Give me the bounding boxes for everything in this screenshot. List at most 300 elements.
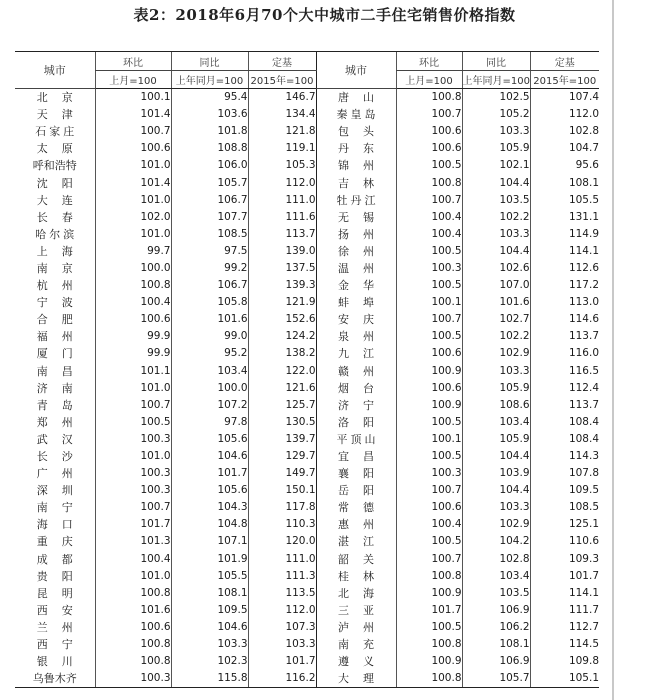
fixed-value-cell: 129.7 xyxy=(248,448,316,465)
fixed-value-cell: 114.9 xyxy=(530,226,599,243)
table-row xyxy=(15,123,599,140)
city-cell: 徐州 xyxy=(316,243,396,260)
city-cell: 武汉 xyxy=(36,432,87,446)
mom-value-cell: 100.8 xyxy=(95,277,171,294)
city-cell: 桂林 xyxy=(316,568,396,585)
fixed-value-cell: 139.0 xyxy=(248,243,316,260)
mom-value-cell: 101.0 xyxy=(95,380,171,397)
table-row xyxy=(15,226,599,243)
fixed-value-cell: 107.4 xyxy=(530,89,599,107)
yoy-value-cell: 102.6 xyxy=(462,260,530,277)
yoy-value-cell: 104.6 xyxy=(171,619,248,636)
fixed-value-cell: 139.3 xyxy=(248,277,316,294)
mom-value-cell: 100.3 xyxy=(396,465,462,482)
fixed-value-cell: 102.8 xyxy=(530,123,599,140)
yoy-value-cell: 105.7 xyxy=(171,174,248,191)
city-cell: 昆明 xyxy=(36,586,87,600)
fixed-value-cell: 114.1 xyxy=(530,585,599,602)
mom-value-cell: 100.7 xyxy=(396,482,462,499)
fixed-value-cell: 95.6 xyxy=(530,157,599,174)
yoy-value-cell: 104.4 xyxy=(462,448,530,465)
mom-value-cell: 100.6 xyxy=(95,311,171,328)
city-cell: 丹东 xyxy=(316,140,396,157)
city-cell: 泉州 xyxy=(316,328,396,345)
table-row xyxy=(15,174,599,191)
fixed-value-cell: 121.9 xyxy=(248,294,316,311)
mom-value-cell: 100.5 xyxy=(396,448,462,465)
yoy-value-cell: 105.5 xyxy=(171,568,248,585)
city-cell: 锦州 xyxy=(316,157,396,174)
mom-value-cell: 100.6 xyxy=(396,345,462,362)
fixed-value-cell: 113.5 xyxy=(248,585,316,602)
table-row xyxy=(15,653,599,670)
city-cell: 唐山 xyxy=(316,89,396,107)
fixed-value-cell: 113.7 xyxy=(248,226,316,243)
fixed-value-cell: 111.0 xyxy=(248,192,316,209)
table-row xyxy=(15,431,599,448)
mom-value-cell: 100.5 xyxy=(396,157,462,174)
city-cell: 厦门 xyxy=(36,347,87,361)
mom-value-cell: 100.8 xyxy=(396,670,462,688)
table-row xyxy=(15,277,599,294)
yoy-header: 同比 xyxy=(171,52,248,71)
table-row xyxy=(15,482,599,499)
table-row xyxy=(15,602,599,619)
mom-value-cell: 100.1 xyxy=(95,89,171,107)
mom-value-cell: 100.6 xyxy=(396,499,462,516)
city-cell: 蚌埠 xyxy=(316,294,396,311)
mom-value-cell: 101.3 xyxy=(95,533,171,550)
yoy-value-cell: 106.9 xyxy=(462,653,530,670)
fixed-value-cell: 104.7 xyxy=(530,140,599,157)
yoy-value-cell: 106.0 xyxy=(171,157,248,174)
table-row xyxy=(15,465,599,482)
city-header: 城市 xyxy=(316,52,396,89)
fixed-value-cell: 121.6 xyxy=(248,380,316,397)
city-cell: 上海 xyxy=(36,244,87,258)
city-cell: 牡丹江 xyxy=(316,192,396,209)
mom-value-cell: 101.7 xyxy=(396,602,462,619)
mom-value-cell: 100.8 xyxy=(396,636,462,653)
fixed-value-cell: 124.2 xyxy=(248,328,316,345)
yoy-value-cell: 108.1 xyxy=(171,585,248,602)
city-cell: 九江 xyxy=(316,345,396,362)
fixed-value-cell: 134.4 xyxy=(248,106,316,123)
mom-value-cell: 100.7 xyxy=(95,123,171,140)
yoy-value-cell: 105.6 xyxy=(171,431,248,448)
mom-value-cell: 100.6 xyxy=(95,619,171,636)
yoy-value-cell: 103.3 xyxy=(462,123,530,140)
table-row xyxy=(15,551,599,568)
city-cell: 石家庄 xyxy=(35,125,78,139)
fixed-value-cell: 121.8 xyxy=(248,123,316,140)
mom-value-cell: 100.8 xyxy=(396,89,462,107)
mom-value-cell: 99.9 xyxy=(95,328,171,345)
table-row xyxy=(15,192,599,209)
mom-value-cell: 100.1 xyxy=(396,294,462,311)
city-cell: 福州 xyxy=(36,330,87,344)
yoy-value-cell: 103.3 xyxy=(171,636,248,653)
mom-value-cell: 100.4 xyxy=(396,226,462,243)
mom-value-cell: 100.7 xyxy=(95,499,171,516)
yoy-value-cell: 101.9 xyxy=(171,551,248,568)
yoy-value-cell: 104.8 xyxy=(171,516,248,533)
fixed-value-cell: 149.7 xyxy=(248,465,316,482)
yoy-value-cell: 101.6 xyxy=(171,311,248,328)
mom-value-cell: 100.8 xyxy=(95,653,171,670)
yoy-value-cell: 105.2 xyxy=(462,106,530,123)
mom-value-cell: 100.7 xyxy=(396,106,462,123)
fixed-base-header: 2015年=100 xyxy=(530,71,599,89)
city-cell: 温州 xyxy=(316,260,396,277)
table-row xyxy=(15,499,599,516)
yoy-header: 同比 xyxy=(462,52,530,71)
mom-value-cell: 101.0 xyxy=(95,568,171,585)
city-cell: 遵义 xyxy=(316,653,396,670)
table-row xyxy=(15,516,599,533)
table-row xyxy=(15,414,599,431)
city-cell: 无锡 xyxy=(316,209,396,226)
fixed-value-cell: 108.5 xyxy=(530,499,599,516)
mom-value-cell: 100.7 xyxy=(396,551,462,568)
city-cell: 太原 xyxy=(36,142,87,156)
fixed-value-cell: 112.6 xyxy=(530,260,599,277)
city-cell: 洛阳 xyxy=(316,414,396,431)
mom-value-cell: 100.5 xyxy=(396,533,462,550)
city-cell: 宁波 xyxy=(36,296,87,310)
city-cell: 南充 xyxy=(316,636,396,653)
table-row xyxy=(15,260,599,277)
mom-value-cell: 100.5 xyxy=(396,414,462,431)
yoy-value-cell: 99.0 xyxy=(171,328,248,345)
city-cell: 呼和浩特 xyxy=(32,159,77,173)
mom-value-cell: 101.4 xyxy=(95,174,171,191)
fixed-value-cell: 146.7 xyxy=(248,89,316,107)
yoy-value-cell: 102.7 xyxy=(462,311,530,328)
fixed-value-cell: 107.3 xyxy=(248,619,316,636)
table-row xyxy=(15,636,599,653)
city-cell: 赣州 xyxy=(316,363,396,380)
fixed-value-cell: 137.5 xyxy=(248,260,316,277)
mom-value-cell: 100.5 xyxy=(396,277,462,294)
mom-value-cell: 100.8 xyxy=(95,585,171,602)
fixed-value-cell: 116.0 xyxy=(530,345,599,362)
fixed-value-cell: 105.1 xyxy=(530,670,599,688)
city-cell: 杭州 xyxy=(36,279,87,293)
yoy-value-cell: 103.4 xyxy=(462,414,530,431)
page-edge-divider xyxy=(612,0,614,700)
yoy-value-cell: 102.8 xyxy=(462,551,530,568)
mom-value-cell: 100.3 xyxy=(95,465,171,482)
yoy-value-cell: 102.9 xyxy=(462,516,530,533)
yoy-value-cell: 106.2 xyxy=(462,619,530,636)
fixed-value-cell: 111.0 xyxy=(248,551,316,568)
mom-value-cell: 100.8 xyxy=(396,174,462,191)
city-cell: 惠州 xyxy=(316,516,396,533)
yoy-value-cell: 108.6 xyxy=(462,397,530,414)
yoy-value-cell: 95.4 xyxy=(171,89,248,107)
city-cell: 泸州 xyxy=(316,619,396,636)
yoy-value-cell: 115.8 xyxy=(171,670,248,688)
fixed-value-cell: 110.3 xyxy=(248,516,316,533)
city-cell: 岳阳 xyxy=(316,482,396,499)
city-cell: 襄阳 xyxy=(316,465,396,482)
fixed-value-cell: 109.3 xyxy=(530,551,599,568)
city-cell: 海口 xyxy=(36,518,87,532)
yoy-value-cell: 103.9 xyxy=(462,465,530,482)
fixed-value-cell: 139.7 xyxy=(248,431,316,448)
city-cell: 大连 xyxy=(36,193,87,207)
yoy-value-cell: 102.2 xyxy=(462,328,530,345)
yoy-value-cell: 107.2 xyxy=(171,397,248,414)
yoy-value-cell: 104.4 xyxy=(462,243,530,260)
fixed-value-cell: 114.3 xyxy=(530,448,599,465)
yoy-value-cell: 102.9 xyxy=(462,345,530,362)
yoy-value-cell: 103.4 xyxy=(171,363,248,380)
city-cell: 宜昌 xyxy=(316,448,396,465)
mom-value-cell: 100.9 xyxy=(396,585,462,602)
mom-value-cell: 101.0 xyxy=(95,192,171,209)
city-cell: 银川 xyxy=(36,655,87,669)
mom-value-cell: 102.0 xyxy=(95,209,171,226)
fixed-value-cell: 103.3 xyxy=(248,636,316,653)
city-cell: 长沙 xyxy=(36,450,87,464)
fixed-value-cell: 114.5 xyxy=(530,636,599,653)
mom-value-cell: 100.3 xyxy=(95,431,171,448)
yoy-value-cell: 103.3 xyxy=(462,499,530,516)
yoy-value-cell: 103.6 xyxy=(171,106,248,123)
fixed-value-cell: 112.0 xyxy=(248,174,316,191)
city-cell: 重庆 xyxy=(36,535,87,549)
fixed-value-cell: 125.1 xyxy=(530,516,599,533)
yoy-value-cell: 105.6 xyxy=(171,482,248,499)
table-row xyxy=(15,448,599,465)
city-cell: 湛江 xyxy=(316,533,396,550)
yoy-value-cell: 95.2 xyxy=(171,345,248,362)
city-cell: 深圳 xyxy=(36,484,87,498)
yoy-value-cell: 102.5 xyxy=(462,89,530,107)
mom-value-cell: 100.5 xyxy=(396,243,462,260)
header-subrow xyxy=(15,71,599,89)
table-row xyxy=(15,209,599,226)
mom-value-cell: 100.6 xyxy=(396,123,462,140)
fixed-value-cell: 112.0 xyxy=(248,602,316,619)
fixed-value-cell: 113.7 xyxy=(530,328,599,345)
table-row xyxy=(15,568,599,585)
yoy-value-cell: 103.5 xyxy=(462,192,530,209)
table-row xyxy=(15,89,599,107)
yoy-value-cell: 109.5 xyxy=(171,602,248,619)
yoy-value-cell: 105.9 xyxy=(462,380,530,397)
fixed-value-cell: 111.6 xyxy=(248,209,316,226)
city-cell: 秦皇岛 xyxy=(316,106,396,123)
yoy-value-cell: 99.2 xyxy=(171,260,248,277)
yoy-value-cell: 106.7 xyxy=(171,192,248,209)
mom-value-cell: 100.3 xyxy=(95,482,171,499)
city-cell: 平顶山 xyxy=(316,431,396,448)
city-cell: 韶关 xyxy=(316,551,396,568)
table-row xyxy=(15,345,599,362)
mom-value-cell: 100.9 xyxy=(396,363,462,380)
city-cell: 成都 xyxy=(36,552,87,566)
fixed-value-cell: 109.8 xyxy=(530,653,599,670)
mom-value-cell: 101.6 xyxy=(95,602,171,619)
city-cell: 北京 xyxy=(36,91,87,105)
fixed-value-cell: 138.2 xyxy=(248,345,316,362)
table-row xyxy=(15,585,599,602)
price-index-table xyxy=(15,51,599,688)
yoy-value-cell: 103.5 xyxy=(462,585,530,602)
fixed-value-cell: 108.4 xyxy=(530,431,599,448)
city-cell: 安庆 xyxy=(316,311,396,328)
table-row xyxy=(15,157,599,174)
city-cell: 哈尔滨 xyxy=(35,227,78,241)
mom-value-cell: 99.7 xyxy=(95,243,171,260)
fixed-value-cell: 111.3 xyxy=(248,568,316,585)
mom-value-cell: 100.4 xyxy=(95,294,171,311)
mom-value-cell: 100.1 xyxy=(396,431,462,448)
mom-value-cell: 101.0 xyxy=(95,448,171,465)
fixed-value-cell: 101.7 xyxy=(248,653,316,670)
table-row xyxy=(15,397,599,414)
mom-value-cell: 100.5 xyxy=(95,414,171,431)
fixed-value-cell: 130.5 xyxy=(248,414,316,431)
header-row xyxy=(15,52,599,71)
mom-value-cell: 100.3 xyxy=(95,670,171,688)
mom-value-cell: 100.3 xyxy=(396,260,462,277)
yoy-value-cell: 105.7 xyxy=(462,670,530,688)
table-row xyxy=(15,106,599,123)
yoy-value-cell: 104.4 xyxy=(462,482,530,499)
fixed-header: 定基 xyxy=(530,52,599,71)
fixed-base-header: 2015年=100 xyxy=(248,71,316,89)
fixed-value-cell: 108.1 xyxy=(530,174,599,191)
yoy-value-cell: 102.2 xyxy=(462,209,530,226)
mom-value-cell: 101.1 xyxy=(95,363,171,380)
city-cell: 乌鲁木齐 xyxy=(15,670,95,688)
fixed-value-cell: 111.7 xyxy=(530,602,599,619)
city-cell: 青岛 xyxy=(36,398,87,412)
table-body xyxy=(15,89,599,688)
city-cell: 大理 xyxy=(316,670,396,688)
table-row xyxy=(15,619,599,636)
city-cell: 广州 xyxy=(36,467,87,481)
fixed-value-cell: 116.2 xyxy=(248,670,316,688)
mom-value-cell: 100.9 xyxy=(396,653,462,670)
yoy-value-cell: 108.8 xyxy=(171,140,248,157)
city-cell: 包头 xyxy=(316,123,396,140)
city-cell: 常德 xyxy=(316,499,396,516)
fixed-header: 定基 xyxy=(248,52,316,71)
mom-value-cell: 101.7 xyxy=(95,516,171,533)
city-header: 城市 xyxy=(15,52,95,89)
mom-value-cell: 100.6 xyxy=(396,140,462,157)
fixed-value-cell: 105.3 xyxy=(248,157,316,174)
table-title: 表2：2018年6月70个大中城市二手住宅销售价格指数 xyxy=(133,6,516,24)
yoy-value-cell: 103.3 xyxy=(462,363,530,380)
fixed-value-cell: 152.6 xyxy=(248,311,316,328)
yoy-value-cell: 107.7 xyxy=(171,209,248,226)
yoy-value-cell: 104.4 xyxy=(462,174,530,191)
fixed-value-cell: 114.1 xyxy=(530,243,599,260)
table-row xyxy=(15,328,599,345)
mom-value-cell: 100.4 xyxy=(396,516,462,533)
city-cell: 长春 xyxy=(36,210,87,224)
fixed-value-cell: 119.1 xyxy=(248,140,316,157)
city-cell: 兰州 xyxy=(36,620,87,634)
fixed-value-cell: 112.0 xyxy=(530,106,599,123)
mom-value-cell: 100.7 xyxy=(396,192,462,209)
mom-value-cell: 100.4 xyxy=(95,551,171,568)
city-cell: 烟台 xyxy=(316,380,396,397)
mom-value-cell: 100.0 xyxy=(95,260,171,277)
table-row xyxy=(15,533,599,550)
mom-value-cell: 100.4 xyxy=(396,209,462,226)
fixed-value-cell: 116.5 xyxy=(530,363,599,380)
mom-value-cell: 101.4 xyxy=(95,106,171,123)
yoy-value-cell: 104.2 xyxy=(462,533,530,550)
city-cell: 南京 xyxy=(36,261,87,275)
yoy-value-cell: 102.1 xyxy=(462,157,530,174)
yoy-value-cell: 102.3 xyxy=(171,653,248,670)
mom-value-cell: 100.9 xyxy=(396,397,462,414)
fixed-value-cell: 101.7 xyxy=(530,568,599,585)
city-cell: 南昌 xyxy=(36,364,87,378)
mom-value-cell: 100.6 xyxy=(396,380,462,397)
city-cell: 合肥 xyxy=(36,313,87,327)
yoy-value-cell: 107.0 xyxy=(462,277,530,294)
fixed-value-cell: 109.5 xyxy=(530,482,599,499)
yoy-value-cell: 103.4 xyxy=(462,568,530,585)
city-cell: 郑州 xyxy=(36,415,87,429)
mom-value-cell: 100.7 xyxy=(95,397,171,414)
fixed-value-cell: 131.1 xyxy=(530,209,599,226)
mom-header: 环比 xyxy=(95,52,171,71)
yoy-value-cell: 108.1 xyxy=(462,636,530,653)
fixed-value-cell: 110.6 xyxy=(530,533,599,550)
table-row xyxy=(15,140,599,157)
table-row xyxy=(15,670,599,688)
yoy-value-cell: 105.8 xyxy=(171,294,248,311)
city-cell: 西宁 xyxy=(36,638,87,652)
mom-header: 环比 xyxy=(396,52,462,71)
city-cell: 贵阳 xyxy=(36,569,87,583)
table-row xyxy=(15,243,599,260)
table-row xyxy=(15,311,599,328)
yoy-value-cell: 101.6 xyxy=(462,294,530,311)
city-cell: 北海 xyxy=(316,585,396,602)
mom-value-cell: 100.5 xyxy=(396,619,462,636)
mom-base-header: 上月=100 xyxy=(95,71,171,89)
fixed-value-cell: 150.1 xyxy=(248,482,316,499)
mom-value-cell: 100.6 xyxy=(95,140,171,157)
city-cell: 西安 xyxy=(36,603,87,617)
yoy-base-header: 上年同月=100 xyxy=(462,71,530,89)
city-cell: 吉林 xyxy=(316,174,396,191)
city-cell: 天津 xyxy=(36,108,87,122)
fixed-value-cell: 112.4 xyxy=(530,380,599,397)
yoy-value-cell: 105.9 xyxy=(462,431,530,448)
yoy-base-header: 上年同月=100 xyxy=(171,71,248,89)
fixed-value-cell: 122.0 xyxy=(248,363,316,380)
mom-value-cell: 99.9 xyxy=(95,345,171,362)
city-cell: 三亚 xyxy=(316,602,396,619)
fixed-value-cell: 107.8 xyxy=(530,465,599,482)
mom-value-cell: 101.0 xyxy=(95,157,171,174)
yoy-value-cell: 105.9 xyxy=(462,140,530,157)
city-cell: 南宁 xyxy=(36,501,87,515)
mom-value-cell: 101.0 xyxy=(95,226,171,243)
